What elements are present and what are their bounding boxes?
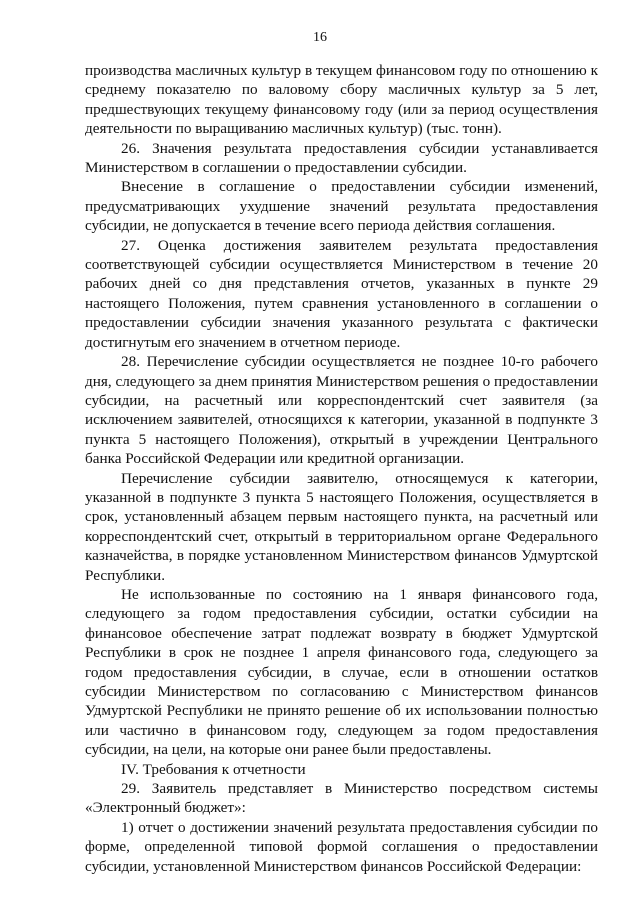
paragraph-28-transfer: Перечисление субсидии заявителю, относящемуся к категории, указанной в подпункте 3 пункта 5 настоящего Положения, осуществляется в срок, установленный абзацем первым настоящего пункта, на расчетный или корреспондентский счет, открытый в территориальном органе Федерального казначейства, в порядке установленном Министерством финансов Удмуртской Республики.: [85, 469, 598, 584]
paragraph-26: 26. Значения результата предоставления субсидии устанавливается Министерством в соглашении о предоставлении субсидии.: [85, 139, 598, 177]
page-number: 16: [313, 30, 327, 45]
paragraph-continuation: производства масличных культур в текущем финансовом году по отношению к среднему показателю по валовому сбору масличных культур за 5 лет, предшествующих текущему финансовому году (или за период осуществления деятельности по выращиванию масличных культур) (тыс. тонн).: [85, 62, 598, 138]
paragraph-28-unused-balance: Не использованные по состоянию на 1 января финансового года, следующего за годом предоставления субсидии, остатки субсидии на финансовое обеспечение затрат подлежат возврату в бюджет Удмуртской Республики в срок не позднее 1 апреля финансового года, следующего за годом предоставления субсидии, в случае, если в отношении остатков субсидии Министерством по согласованию с Министерством финансов Удмуртской Республики не принято решение об их использовании полностью или частично в финансовом году, следующем за годом предоставления субсидии, на цели, на которые они ранее были предоставлены.: [85, 585, 598, 759]
paragraph-26-amendments: Внесение в соглашение о предоставлении субсидии изменений, предусматривающих ухудшение значений результата предоставления субсидии, не допускается в течение всего периода действия соглашения.: [85, 178, 598, 235]
section-heading: IV. Требования к отчетности: [121, 760, 306, 778]
paragraph-29: 29. Заявитель представляет в Министерство посредством системы «Электронный бюджет»:: [85, 780, 598, 817]
document-body: [85, 61, 598, 876]
paragraph-27: 27. Оценка достижения заявителем результата предоставления соответствующей субсидии осуществляется Министерством в течение 20 рабочих дней со дня представления отчетов, указанных в пункте 29 настоящего Положения, путем сравнения установленного в соглашении о предоставлении субсидии значения указанного результата с фактически достигнутым его значением в отчетном периоде.: [85, 236, 598, 351]
paragraph-28: 28. Перечисление субсидии осуществляется не позднее 10-го рабочего дня, следующего за днем принятия Министерством решения о предоставлении субсидии, на расчетный или корреспондентский счет заявителя (за исключением заявителей, относящихся к категории, указанной в подпункте 3 пункта 5 настоящего Положения), открытый в учреждении Центрального банка Российской Федерации или кредитной организации.: [85, 353, 598, 468]
paragraph-29-item-1: 1) отчет о достижении значений результата предоставления субсидии по форме, определенной типовой формой соглашения о предоставлении субсидии, установленной Министерством финансов Российской Федерации:: [85, 818, 598, 875]
